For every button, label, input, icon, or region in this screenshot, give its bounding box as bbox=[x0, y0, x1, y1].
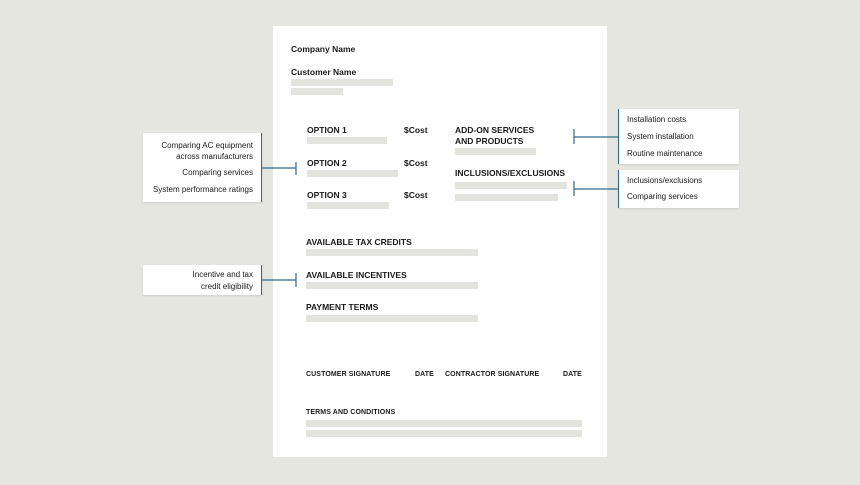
option-2-label: OPTION 2 bbox=[307, 158, 347, 168]
callout-text: Comparing services bbox=[627, 192, 698, 201]
callout-text: Comparing AC equipment bbox=[161, 141, 253, 150]
customer-name-line-1 bbox=[291, 79, 393, 86]
callout-text: Routine maintenance bbox=[627, 149, 703, 158]
option-2-line bbox=[307, 170, 398, 177]
tax-credits-title: AVAILABLE TAX CREDITS bbox=[306, 237, 412, 247]
callout-text: System performance ratings bbox=[152, 185, 253, 194]
terms-line-1 bbox=[306, 420, 582, 427]
callout-text: Installation costs bbox=[627, 115, 687, 124]
terms-conditions-title: TERMS AND CONDITIONS bbox=[306, 409, 396, 416]
date-label-1: DATE bbox=[415, 371, 434, 378]
date-label-2: DATE bbox=[563, 371, 582, 378]
option-1-line bbox=[307, 137, 387, 144]
callout-addons bbox=[618, 109, 739, 164]
addon-services-title-2: AND PRODUCTS bbox=[455, 136, 524, 146]
callout-text: System installation bbox=[627, 132, 694, 141]
callout-text: Inclusions/exclusions bbox=[627, 176, 703, 185]
inclusions-line-1 bbox=[455, 182, 567, 189]
company-name-label: Company Name bbox=[291, 44, 356, 54]
option-1-label: OPTION 1 bbox=[307, 125, 347, 135]
incentives-title: AVAILABLE INCENTIVES bbox=[306, 270, 407, 280]
callout-inclusions bbox=[618, 170, 739, 208]
callout-text: credit eligibility bbox=[200, 282, 253, 291]
option-2-cost: $Cost bbox=[404, 158, 428, 168]
option-3-cost: $Cost bbox=[404, 190, 428, 200]
incentives-line bbox=[306, 282, 478, 289]
payment-terms-line bbox=[306, 315, 478, 322]
tax-credits-line bbox=[306, 249, 478, 256]
terms-line-2 bbox=[306, 430, 582, 437]
addon-services-title-1: ADD-ON SERVICES bbox=[455, 125, 535, 135]
callout-incentives bbox=[143, 265, 262, 295]
customer-signature-label: CUSTOMER SIGNATURE bbox=[306, 371, 391, 378]
inclusions-line-2 bbox=[455, 194, 558, 201]
callout-text: Comparing services bbox=[182, 168, 253, 177]
option-3-line bbox=[307, 202, 389, 209]
callout-options-compare bbox=[143, 133, 262, 202]
callout-text: Incentive and tax bbox=[192, 270, 253, 279]
addon-services-line bbox=[455, 148, 536, 155]
option-3-label: OPTION 3 bbox=[307, 190, 347, 200]
payment-terms-title: PAYMENT TERMS bbox=[306, 302, 379, 312]
customer-name-label: Customer Name bbox=[291, 67, 357, 77]
proposal-document bbox=[273, 26, 607, 457]
callout-text: across manufacturers bbox=[176, 152, 253, 161]
inclusions-exclusions-title: INCLUSIONS/EXCLUSIONS bbox=[455, 168, 566, 178]
option-1-cost: $Cost bbox=[404, 125, 428, 135]
customer-name-line-2 bbox=[291, 88, 343, 95]
contractor-signature-label: CONTRACTOR SIGNATURE bbox=[445, 371, 540, 378]
